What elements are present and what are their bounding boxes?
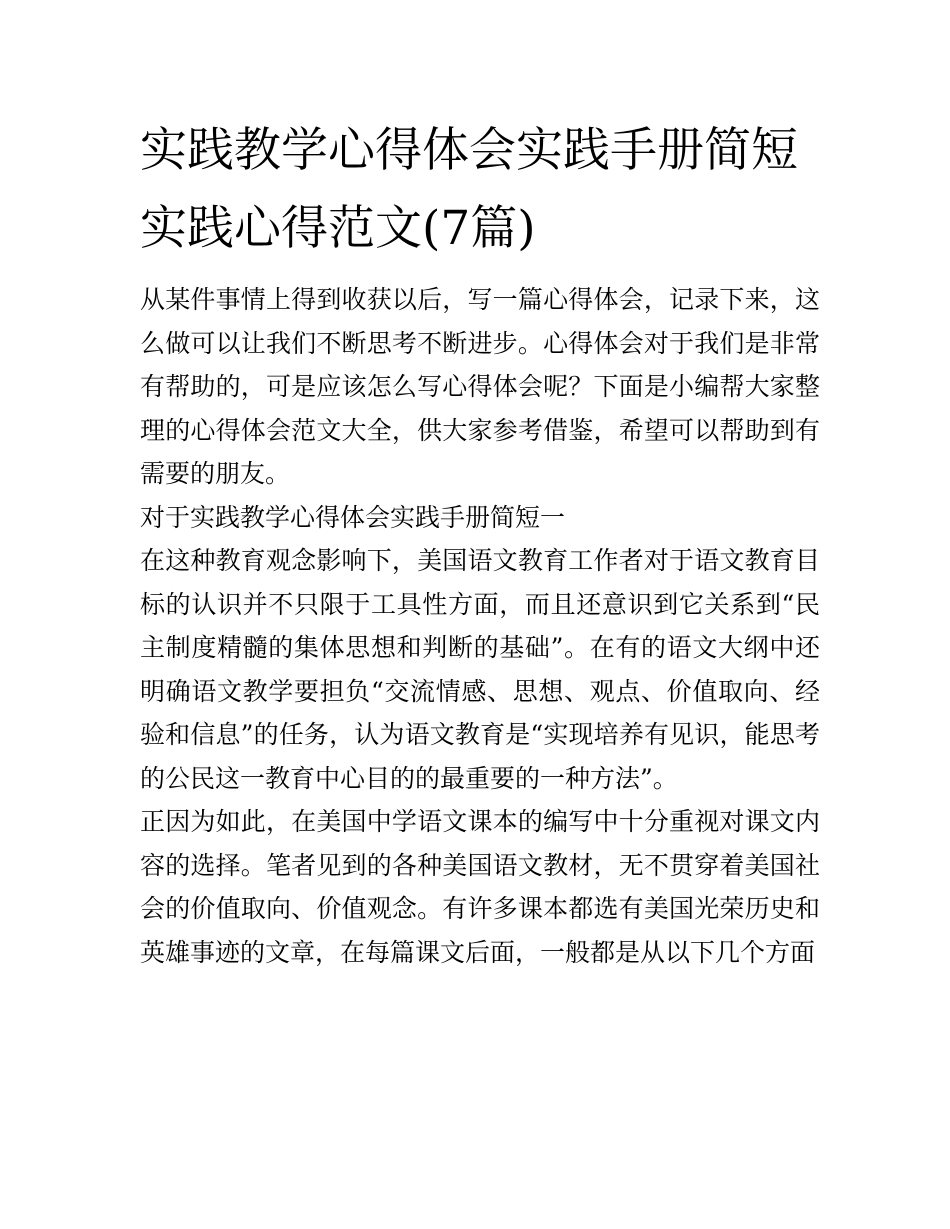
body-paragraph: 在这种教育观念影响下，美国语文教育工作者对于语文教育目标的认识并不只限于工具性方面，而且还意识到它关系到“民主制度精髓的集体思想和判断的基础”。在有的语文大纲中还明确语文教学要担负“交流情感、思想、观点、价值取向、经验和信息”的任务，认为语文教育是“实现培养有见识，能思考的公民这一教育中心目的的最重要的一种方法”。 — [140, 546, 820, 793]
body-paragraph: 正因为如此，在美国中学语文课本的编写中十分重视对课文内容的选择。笔者见到的各种美国语文教材，无不贯穿着美国社会的价值取向、价值观念。有许多课本都选有美国光荣历史和英雄事迹的文章，在每篇课文后面，一般都是从以下几个方面 — [140, 807, 820, 967]
intro-paragraph: 从某件事情上得到收获以后，写一篇心得体会，记录下来，这么做可以让我们不断思考不断进步。心得体会对于我们是非常有帮助的，可是应该怎么写心得体会呢？下面是小编帮大家整理的心得体会范文大全，供大家参考借鉴，希望可以帮助到有需要的朋友。 — [140, 285, 820, 488]
document-title: 实践教学心得体会实践手册简短 实践心得范文(7篇) — [140, 123, 798, 256]
document-body — [140, 278, 820, 974]
section-heading: 对于实践教学心得体会实践手册简短一 — [140, 502, 566, 532]
